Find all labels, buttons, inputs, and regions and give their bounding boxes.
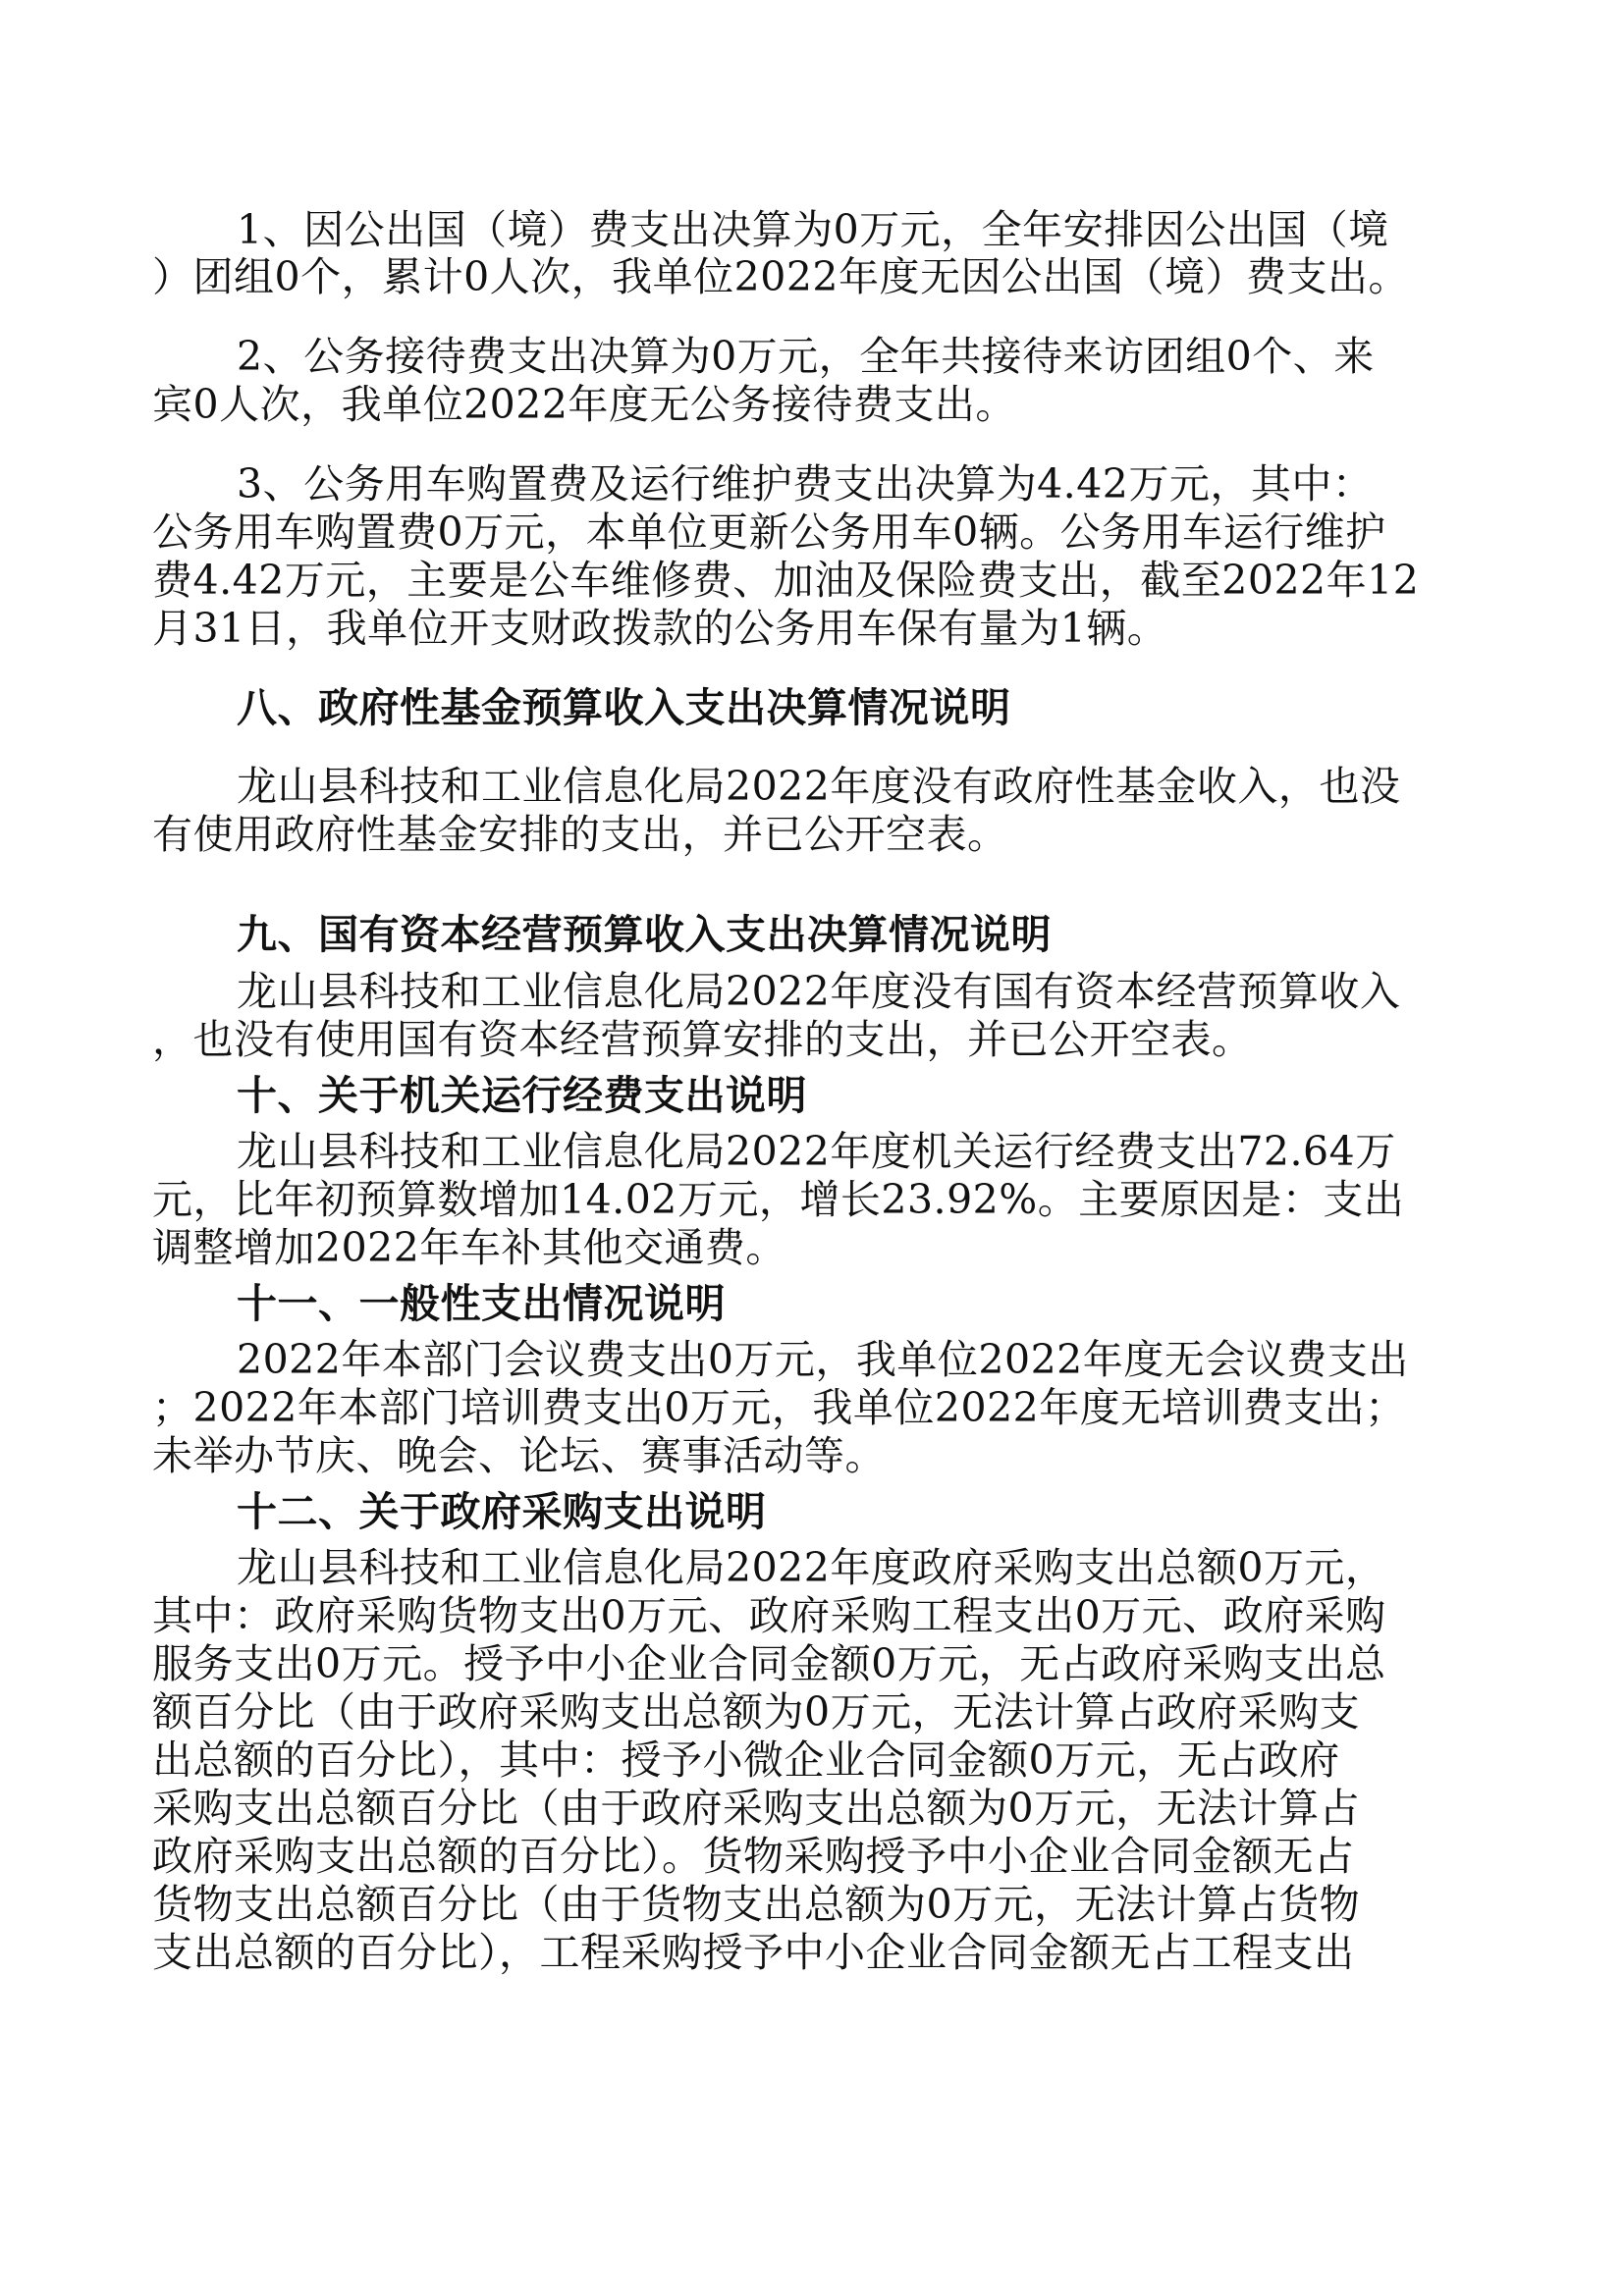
section-12-line-5: 出总额的百分比），其中：授予小微企业合同金额0万元，无占政府 bbox=[152, 1736, 1340, 1784]
section-8-heading: 八、政府性基金预算收入支出决算情况说明 bbox=[237, 684, 1011, 731]
section-12-line-7: 政府采购支出总额的百分比）。货物采购授予中小企业合同金额无占 bbox=[152, 1833, 1355, 1880]
section-8-line-1: 龙山县科技和工业信息化局2022年度没有政府性基金收入，也没 bbox=[237, 763, 1401, 810]
section-10-line-3: 调整增加2022年车补其他交通费。 bbox=[152, 1224, 786, 1271]
paragraph-3-line-1: 3、公务用车购置费及运行维护费支出决算为4.42万元，其中： bbox=[237, 460, 1374, 507]
section-10-line-1: 龙山县科技和工业信息化局2022年度机关运行经费支出72.64万 bbox=[237, 1128, 1396, 1175]
paragraph-1-line-1: 1、因公出国（境）费支出决算为0万元，全年安排因公出国（境 bbox=[237, 206, 1389, 253]
paragraph-3-line-4: 月31日，我单位开支财政拨款的公务用车保有量为1辆。 bbox=[152, 605, 1168, 652]
section-12-line-4: 额百分比（由于政府采购支出总额为0万元，无法计算占政府采购支 bbox=[152, 1688, 1361, 1735]
section-12-line-9: 支出总额的百分比），工程采购授予中小企业合同金额无占工程支出 bbox=[152, 1929, 1355, 1976]
paragraph-1-line-2: ）团组0个，累计0人次，我单位2022年度无因公出国（境）费支出。 bbox=[152, 253, 1410, 300]
paragraph-3-line-3: 费4.42万元，主要是公车维修费、加油及保险费支出，截至2022年12 bbox=[152, 557, 1420, 604]
paragraph-3-line-2: 公务用车购置费0万元，本单位更新公务用车0辆。公务用车运行维护 bbox=[152, 508, 1386, 556]
section-10-line-2: 元，比年初预算数增加14.02万元，增长23.92%。主要原因是：支出 bbox=[152, 1176, 1405, 1223]
paragraph-2-line-1: 2、公务接待费支出决算为0万元，全年共接待来访团组0个、来 bbox=[237, 333, 1375, 380]
section-11-line-2: ；2022年本部门培训费支出0万元，我单位2022年度无培训费支出； bbox=[152, 1384, 1406, 1431]
section-9-line-2: ，也没有使用国有资本经营预算安排的支出，并已公开空表。 bbox=[152, 1016, 1253, 1063]
section-12-line-1: 龙山县科技和工业信息化局2022年度政府采购支出总额0万元， bbox=[237, 1544, 1386, 1591]
section-10-heading: 十、关于机关运行经费支出说明 bbox=[237, 1072, 807, 1119]
section-11-line-1: 2022年本部门会议费支出0万元，我单位2022年度无会议费支出 bbox=[237, 1336, 1409, 1383]
section-12-line-8: 货物支出总额百分比（由于货物支出总额为0万元，无法计算占货物 bbox=[152, 1881, 1361, 1928]
section-9-line-1: 龙山县科技和工业信息化局2022年度没有国有资本经营预算收入 bbox=[237, 968, 1401, 1015]
section-9-heading: 九、国有资本经营预算收入支出决算情况说明 bbox=[237, 911, 1052, 958]
section-8-line-2: 有使用政府性基金安排的支出，并已公开空表。 bbox=[152, 811, 1008, 858]
section-11-heading: 十一、一般性支出情况说明 bbox=[237, 1280, 726, 1327]
section-11-line-3: 未举办节庆、晚会、论坛、赛事活动等。 bbox=[152, 1432, 886, 1479]
section-12-line-2: 其中：政府采购货物支出0万元、政府采购工程支出0万元、政府采购 bbox=[152, 1592, 1386, 1639]
section-12-heading: 十二、关于政府采购支出说明 bbox=[237, 1488, 767, 1535]
section-12-line-3: 服务支出0万元。授予中小企业合同金额0万元，无占政府采购支出总 bbox=[152, 1640, 1386, 1687]
section-12-line-6: 采购支出总额百分比（由于政府采购支出总额为0万元，无法计算占 bbox=[152, 1785, 1361, 1832]
paragraph-2-line-2: 宾0人次，我单位2022年度无公务接待费支出。 bbox=[152, 381, 1016, 428]
